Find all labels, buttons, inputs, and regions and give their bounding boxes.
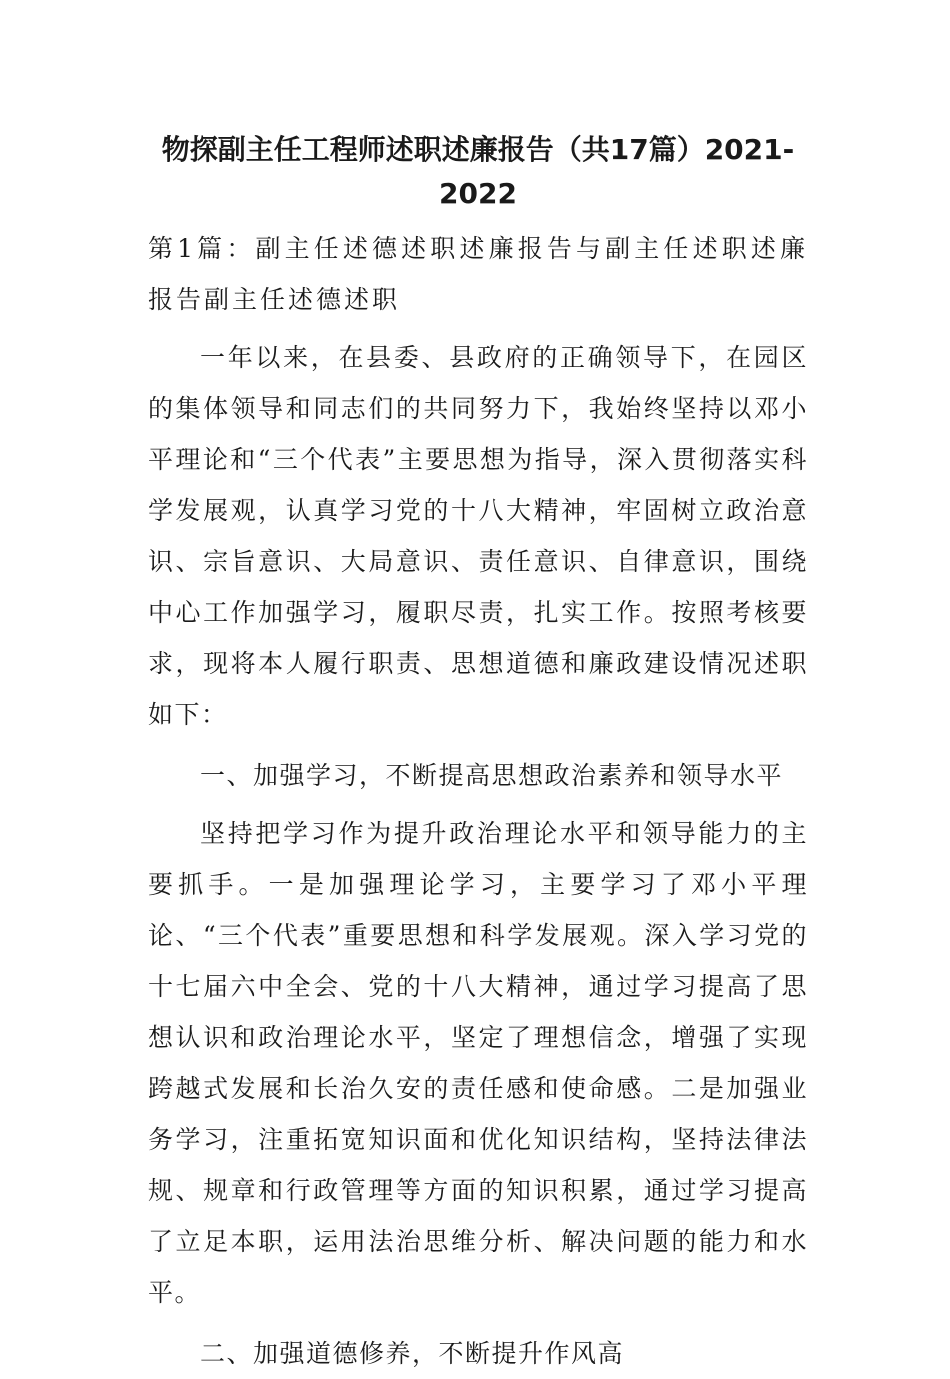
chapter-subtitle: 第1篇：副主任述德述职述廉报告与副主任述职述廉报告副主任述德述职 xyxy=(148,234,808,314)
document-title: 物探副主任工程师述职述廉报告（共17篇）2021-2022 xyxy=(161,133,795,210)
paragraph-intro: 一年以来，在县委、县政府的正确领导下，在园区的集体领导和同志们的共同努力下，我始终坚持以邓小平理论和“三个代表”主要思想为指导，深入贯彻落实科学发展观，认真学习党的十八大精神，牢固树立政治意识、宗旨意识、大局意识、责任意识、自律意识，围绕中心工作加强学习，履职尽责，扎实工作。按照考核要求，现将本人履行职责、思想道德和廉政建设情况述职如下： xyxy=(148,343,808,729)
section-heading-1: 一、加强学习，不断提高思想政治素养和领导水平 xyxy=(200,761,784,790)
section-heading-2: 二、加强道德修养，不断提升作风高 xyxy=(200,1339,625,1368)
document-page xyxy=(148,128,808,1379)
paragraph-study: 坚持把学习作为提升政治理论水平和领导能力的主要抓手。一是加强理论学习，主要学习了邓小平理论、“三个代表”重要思想和科学发展观。深入学习党的十七届六中全会、党的十八大精神，通过学习提高了思想认识和政治理论水平，坚定了理想信念，增强了实现跨越式发展和长治久安的责任感和使命感。二是加强业务学习，注重拓宽知识面和优化知识结构，坚持法律法规、规章和行政管理等方面的知识积累，通过学习提高了立足本职，运用法治思维分析、解决问题的能力和水平。 xyxy=(148,819,808,1307)
